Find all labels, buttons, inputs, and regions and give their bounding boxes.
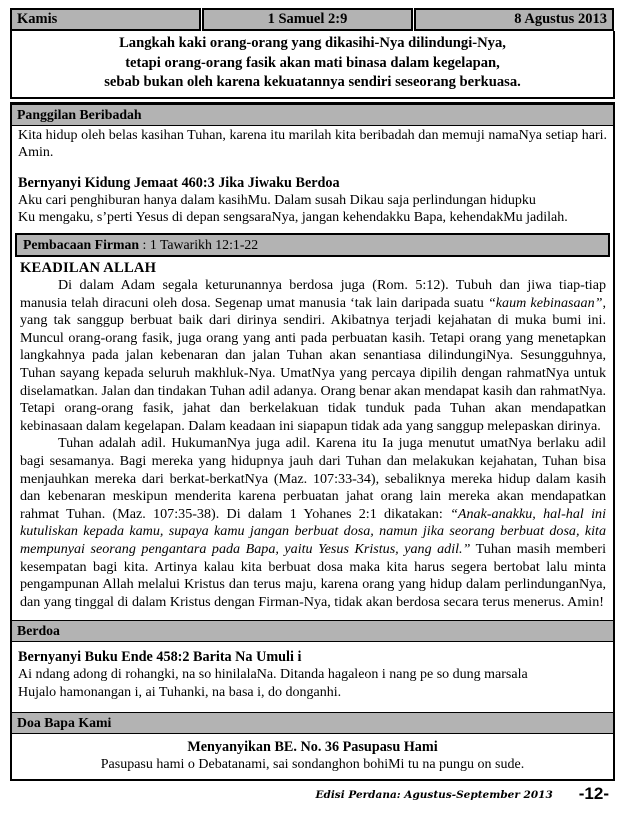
menyanyikan-line-1: Pasupasu hami o Debatanami, sai sondanghon bohiMi tu na pungu on sude.	[100, 757, 525, 773]
spacer-1	[12, 164, 613, 173]
sermon-paragraph-2	[20, 435, 606, 611]
footer-edition-label: Edisi Perdana: Agustus-September 2013	[315, 788, 553, 801]
header-day-label: Kamis	[17, 11, 58, 27]
bernyanyi-buku-ende-title: Bernyanyi Buku Ende 458:2 Barita Na Umuli i	[18, 649, 302, 666]
footer-page-number: -12-	[578, 783, 609, 803]
panggilan-beribadah-text-block	[12, 126, 613, 164]
section-bar-pembacaan-firman	[15, 233, 610, 257]
section-bar-panggilan-beribadah	[12, 104, 613, 126]
menyanyikan-title: Menyanyikan BE. No. 36 Pasupasu Hami	[187, 739, 438, 756]
page-footer	[10, 781, 615, 802]
sermon-block	[12, 257, 613, 615]
header-verse-label: 1 Samuel 2:9	[267, 11, 348, 27]
panggilan-beribadah-text: Kita hidup oleh belas kasihan Tuhan, karena itu marilah kita beribadah dan memuji namaNya setiap hari. Amin.	[18, 127, 607, 160]
verse-quote-line-3: sebab bukan oleh karena kekuatannya sendiri seseorang berkuasa.	[104, 74, 521, 90]
verse-quote-line-2: tetapi orang-orang fasik akan mati binasa dalam kegelapan,	[125, 54, 500, 71]
spacer-5	[12, 703, 613, 712]
section-bar-panggilan-label: Panggilan Beribadah	[17, 106, 142, 122]
section-bar-pembacaan-reference: : 1 Tawarikh 12:1-22	[139, 236, 259, 252]
header-day-cell	[10, 8, 201, 31]
header-date-cell	[414, 8, 614, 31]
sermon-paragraph-1	[20, 277, 606, 435]
sermon-title: KEADILAN ALLAH	[20, 259, 157, 276]
sermon-p2-italic: “Anak-anakku, hal-hal ini kutuliskan kepada kamu, supaya kamu jangan berbuat dosa, namun jika seorang berbuat dosa, kita mempunyai seorang pengantara pada Bapa, yaitu Yesus Kristus, yang adil.”	[20, 505, 606, 557]
sermon-p2-part-a: Tuhan adalah adil. HukumanNya juga adil. Karena itu Ia juga menutut umatNya berlaku adil bagi sesamanya. Bagi mereka yang hidupnya jauh dari Tuhan dan melakukan kejahatan, Tuhan bisa menjauhkan mereka dari berkat-berkatNya (Maz. 107:33-34), sebaliknya mereka hidup dalam kasih dan kebenaran meskipun menderita karena perbuatan jahat orang lain mereka akan mendapatkan rahmat Tuhan. (Maz. 107:35-38). Di dalam 1 Yohanes 2:1 dikatakan:	[20, 435, 606, 522]
section-bar-berdoa-label: Berdoa	[17, 623, 60, 639]
bernyanyi-kidung-block	[12, 173, 613, 229]
sermon-p1-part-b: , yang tak sanggup berbuat baik dari dirinya sendiri. Akibatnya terjadi kejahatan di muka bumi ini. Muncul orang-orang fasik, juga orang yang anti pada perbuatan kasih. Tetapi orang yang menetapkan langkahnya pada jalan kebenaran dan jalan Tuhan akan senantiasa dilindungiNya. Sesungguhnya, Tuhan sayang kepada seluruh makhluk-Nya. UmatNya yang percaya dipilih dengan rahmatNya untuk diselamatkan. Jalan dan tindakan Tuhan adil adanya. Orang benar akan mendapat kasih dan rahmatNya. Tetapi orang-orang fasik, jahat dan berkelakuan tidak tunduk pada Tuhan akan mendapatkan kebinasaan dalam kegelapan. Dalam keadaan ini siapapun tidak ada yang sanggup melepaskan dirinya.	[20, 294, 606, 434]
sermon-p1-italic: “kaum kebinasaan”	[487, 294, 603, 311]
bernyanyi-kidung-line-2: Ku mengaku, s’perti Yesus di depan sengsaraNya, jangan kehendakku Bapa, kehendakMu jadilah.	[18, 210, 568, 225]
menyanyikan-block	[12, 734, 613, 779]
header-date-label: 8 Agustus 2013	[514, 11, 607, 27]
section-bar-berdoa	[12, 620, 613, 642]
bernyanyi-kidung-title: Bernyanyi Kidung Jemaat 460:3 Jika Jiwaku Berdoa	[18, 174, 340, 191]
bernyanyi-buku-ende-block	[12, 647, 613, 703]
sermon-p1-part-a: Di dalam Adam segala keturunannya berdosa juga (Rom. 5:12). Tubuh dan jiwa tiap-tiap manusia telah diracuni oleh dosa. Segenap umat manusia ‘tak lain daripada suatu	[20, 277, 606, 311]
bernyanyi-buku-ende-line-1: Ai ndang adong di rohangki, na so hinilalaNa. Ditanda hagaleon i nang pe so dung marsala	[18, 667, 528, 683]
section-bar-pembacaan-label: Pembacaan Firman	[23, 236, 140, 252]
verse-quote-line-1: Langkah kaki orang-orang yang dikasihi-Nya dilindungi-Nya,	[119, 35, 506, 51]
section-bar-doa-bapa-kami-label: Doa Bapa Kami	[17, 715, 112, 731]
liturgy-body	[10, 102, 615, 781]
bernyanyi-kidung-line-1: Aku cari penghiburan hanya dalam kasihMu. Dalam susah Dikau saja perlindungan hidupku	[18, 192, 536, 208]
bernyanyi-buku-ende-line-2: Hujalo hamonangan i, ai Tuhanki, na basa i, do donganhi.	[18, 684, 342, 700]
header-verse-cell	[202, 8, 414, 31]
sermon-p2-part-b: Tuhan masih memberi kesempatan bagi kita. Artinya kalau kita berbuat dosa maka kita harus segera bertobat lalu minta pengampunan Allah melalui Kristus dan terus maju, karena orang yang hidup dalam perlindunganNya, dan yang tinggal di dalam Kristus dengan Firman-Nya, tidak akan berdosa secara terus menerus. Amin!	[20, 541, 606, 610]
header-row	[10, 8, 615, 31]
verse-quote-box	[10, 31, 615, 99]
section-bar-doa-bapa-kami	[12, 712, 613, 734]
